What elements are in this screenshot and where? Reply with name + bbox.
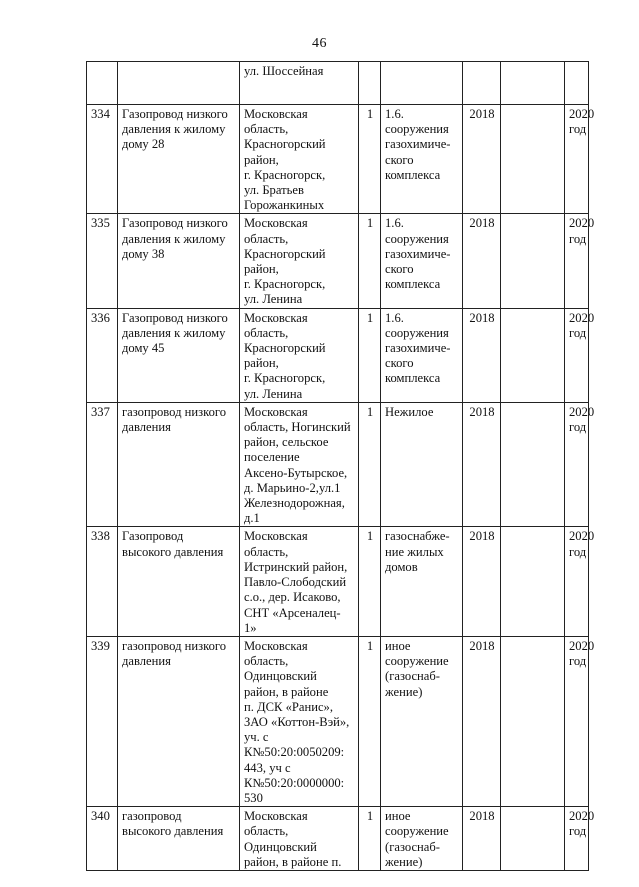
empty-cell (501, 105, 565, 214)
empty-cell (501, 527, 565, 636)
row-number-cell: 337 (87, 402, 118, 527)
quantity-cell: 1 (359, 402, 381, 527)
table-row (87, 402, 589, 527)
address-cell: Московская область, Красногорский район, г. Красногорск, ул. Ленина (240, 214, 359, 308)
year-cell (463, 62, 501, 105)
object-name-cell: Газопровод низкого давления к жилому дому 28 (118, 105, 240, 214)
row-number-cell: 338 (87, 527, 118, 636)
quantity-cell: 1 (359, 308, 381, 402)
object-name-cell: Газопровод низкого давления к жилому дому 45 (118, 308, 240, 402)
object-type-cell: 1.6. сооружения газохимиче- ского комплекса (381, 308, 463, 402)
object-type-cell: иное сооружение (газоснаб- жение) (381, 807, 463, 871)
object-type-cell: газоснабже- ние жилых домов (381, 527, 463, 636)
deadline-cell (565, 62, 589, 105)
table-row (87, 62, 589, 105)
table-row (87, 105, 589, 214)
object-type-cell: 1.6. сооружения газохимиче- ского комплекса (381, 105, 463, 214)
table-row (87, 214, 589, 308)
deadline-cell: 2020 год (565, 214, 589, 308)
deadline-cell: 2020 год (565, 807, 589, 871)
year-cell: 2018 (463, 105, 501, 214)
empty-cell (501, 214, 565, 308)
row-number-cell: 336 (87, 308, 118, 402)
row-number-cell: 340 (87, 807, 118, 871)
empty-cell (501, 807, 565, 871)
deadline-cell: 2020 год (565, 308, 589, 402)
address-cell: Московская область, Красногорский район, г. Красногорск, ул. Ленина (240, 308, 359, 402)
address-cell: Московская область, Истринский район, Павло-Слободский с.о., дер. Исаково, СНТ «Арсеналец- 1» (240, 527, 359, 636)
object-name-cell: газопровод низкого давления (118, 636, 240, 806)
address-cell: Московская область, Одинцовский район, в районе п. (240, 807, 359, 871)
object-name-cell (118, 62, 240, 105)
address-cell: ул. Шоссейная (240, 62, 359, 105)
row-number-cell: 339 (87, 636, 118, 806)
year-cell: 2018 (463, 636, 501, 806)
object-type-cell: 1.6. сооружения газохимиче- ского комплекса (381, 214, 463, 308)
row-number-cell: 334 (87, 105, 118, 214)
deadline-cell: 2020 год (565, 636, 589, 806)
year-cell: 2018 (463, 527, 501, 636)
quantity-cell: 1 (359, 636, 381, 806)
row-number-cell (87, 62, 118, 105)
object-type-cell: Нежилое (381, 402, 463, 527)
register-table (86, 61, 595, 871)
object-type-cell (381, 62, 463, 105)
address-cell: Московская область, Ногинский район, сельское поселение Аксено-Бутырское, д. Марьино-2,ул.1 Железнодорожная, д.1 (240, 402, 359, 527)
year-cell: 2018 (463, 214, 501, 308)
table-row (87, 807, 589, 871)
year-cell: 2018 (463, 308, 501, 402)
quantity-cell: 1 (359, 527, 381, 636)
quantity-cell: 1 (359, 105, 381, 214)
object-name-cell: газопровод высокого давления (118, 807, 240, 871)
object-name-cell: Газопровод высокого давления (118, 527, 240, 636)
empty-cell (501, 402, 565, 527)
empty-cell (501, 636, 565, 806)
year-cell: 2018 (463, 807, 501, 871)
quantity-cell: 1 (359, 807, 381, 871)
quantity-cell: 1 (359, 214, 381, 308)
deadline-cell: 2020 год (565, 527, 589, 636)
address-cell: Московская область, Одинцовский район, в районе п. ДСК «Ранис», ЗАО «Коттон-Вэй», уч. с К№50:20:0050209: 443, уч с К№50:20:0000000: 530 (240, 636, 359, 806)
object-name-cell: Газопровод низкого давления к жилому дому 38 (118, 214, 240, 308)
year-cell: 2018 (463, 402, 501, 527)
object-name-cell: газопровод низкого давления (118, 402, 240, 527)
object-type-cell: иное сооружение (газоснаб- жение) (381, 636, 463, 806)
table-row (87, 636, 589, 806)
table-row (87, 527, 589, 636)
page-number: 46 (312, 36, 327, 51)
deadline-cell: 2020 год (565, 105, 589, 214)
table-row (87, 308, 589, 402)
deadline-cell: 2020 год (565, 402, 589, 527)
empty-cell (501, 62, 565, 105)
address-cell: Московская область, Красногорский район, г. Красногорск, ул. Братьев Горожанкиных (240, 105, 359, 214)
empty-cell (501, 308, 565, 402)
row-number-cell: 335 (87, 214, 118, 308)
quantity-cell (359, 62, 381, 105)
